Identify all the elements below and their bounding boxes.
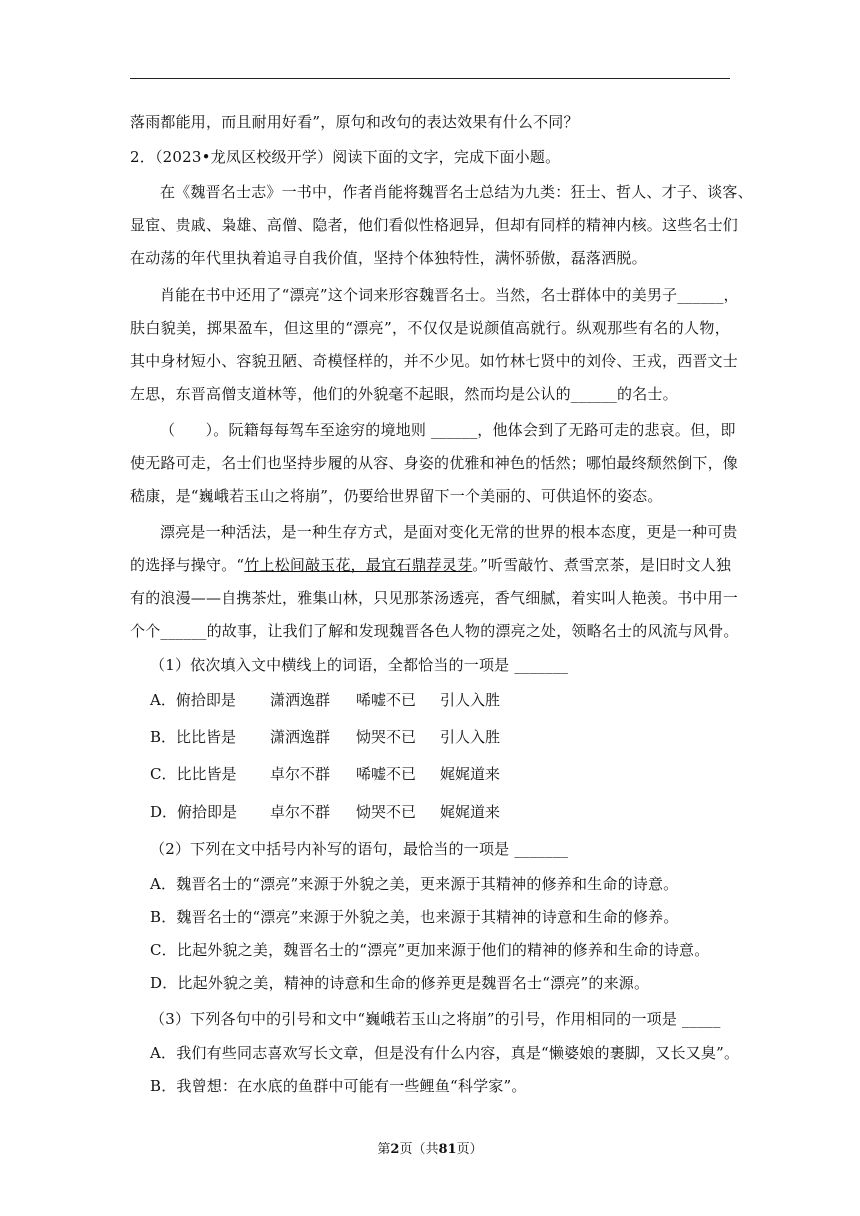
q1-option-c-word3: 娓娓道来 — [440, 765, 501, 783]
passage-p3-line3: 嵇康，是“巍峨若玉山之将崩”，仍要给世界留下一个美丽的、可供追怀的姿态。 — [130, 487, 663, 505]
q1-option-d-label: D．俯拾即是 — [150, 803, 238, 821]
footer-middle: 页（共 — [399, 1142, 439, 1157]
q1-option-b-word3: 引人入胜 — [440, 728, 501, 746]
subquestion-1: （1）依次填入文中横线上的词语，全都恰当的一项是 _______ — [150, 656, 569, 674]
passage-p3-line1: （ ）。阮籍每每驾车至途穷的境地则 ______，他体会到了无路可走的悲哀。但，即 — [160, 421, 736, 439]
q1-option-d-word3: 娓娓道来 — [440, 803, 501, 821]
passage-p2-line2: 肤白貌美，掷果盈车，但这里的“漂亮”，不仅仅是说颜值高就行。纵观那些有名的人物， — [130, 319, 730, 337]
q2-option-b: B．魏晋名士的“漂亮”来源于外貌之美，也来源于其精神的诗意和生命的修养。 — [150, 908, 679, 926]
q1-option-b-word1: 潇洒逸群 — [270, 728, 331, 746]
footer-total-pages: 81 — [438, 1142, 457, 1157]
q1-option-a-word3: 引人入胜 — [440, 691, 501, 709]
passage-p4-line1: 漂亮是一种活法，是一种生存方式，是面对变化无常的世界的根本态度，更是一种可贵 — [160, 523, 738, 541]
subquestion-2: （2）下列在文中括号内补写的语句，最恰当的一项是 _______ — [150, 840, 569, 858]
q2-option-d: D．比起外貌之美，精神的诗意和生命的修养更是魏晋名士“漂亮”的来源。 — [150, 974, 650, 992]
passage-p1-line1: 在《魏晋名士志》一书中，作者肖能将魏晋名士总结为九类：狂士、哲人、才子、谈客、 — [160, 183, 753, 201]
q3-option-b: B．我曾想：在水底的鱼群中可能有一些鲤鱼“科学家”。 — [150, 1077, 527, 1095]
q1-option-a-label: A．俯拾即是 — [150, 691, 236, 709]
passage-p4-line2 — [130, 555, 730, 575]
footer-prefix: 第 — [377, 1142, 391, 1157]
q1-option-a-word1: 潇洒逸群 — [270, 691, 331, 709]
footer-page-number: 2 — [390, 1142, 400, 1157]
q1-option-c-label: C．比比皆是 — [150, 765, 237, 783]
q1-option-c-word1: 卓尔不群 — [270, 765, 331, 783]
question-2-title: 2．（2023•龙凤区校级开学）阅读下面的文字，完成下面小题。 — [130, 148, 561, 166]
q2-option-a: A．魏晋名士的“漂亮”来源于外貌之美，更来源于其精神的修养和生命的诗意。 — [150, 875, 679, 893]
underlined-poem-quote: 竹上松间敲玉花，最宜石鼎荐灵芽 — [244, 556, 473, 574]
page-footer — [0, 1141, 860, 1159]
passage-p2-line1: 肖能在书中还用了“漂亮”这个词来形容魏晋名士。当然，名士群体中的美男子______， — [160, 286, 739, 304]
passage-p1-line3: 在动荡的年代里执着追寻自我价值，坚持个体独特性，满怀骄傲，磊落洒脱。 — [130, 249, 647, 267]
q1-option-d-word1: 卓尔不群 — [270, 803, 331, 821]
footer-suffix: 页） — [456, 1142, 483, 1157]
q2-option-c: C．比起外貌之美，魏晋名士的“漂亮”更加来源于他们的精神的修养和生命的诗意。 — [150, 941, 710, 959]
header-rule — [130, 78, 730, 79]
q1-option-b-word2: 恸哭不已 — [356, 728, 417, 746]
passage-p4-line2-pre: 的选择与操守。“ — [130, 556, 245, 574]
q1-option-d-word2: 恸哭不已 — [356, 803, 417, 821]
subquestion-3: （3）下列各句中的引号和文中“巍峨若玉山之将崩”的引号，作用相同的一项是 _____ — [150, 1010, 721, 1028]
passage-p4-line4: 个个______的故事，让我们了解和发现魏晋各色人物的漂亮之处，领略名士的风流与风骨。 — [130, 622, 739, 640]
passage-p2-line4: 左思，东晋高僧支道林等，他们的外貌毫不起眼，然而均是公认的______的名士。 — [130, 385, 678, 403]
passage-p1-line2: 显宦、贵戚、枭雄、高僧、隐者，他们看似性格迥异，但却有同样的精神内核。这些名士们 — [130, 216, 739, 234]
continued-question-line: 落雨都能用，而且耐用好看”，原句和改句的表达效果有什么不同？ — [130, 113, 579, 131]
passage-p2-line3: 其中身材短小、容貌丑陋、奇模怪样的，并不少见。如竹林七贤中的刘伶、王戎，西晋文士 — [130, 352, 739, 370]
passage-p3-line2: 使无路可走，名士们也坚持步履的从容、身姿的优雅和神色的恬然；哪怕最终颓然倒下，像 — [130, 454, 739, 472]
q1-option-c-word2: 唏嘘不已 — [356, 765, 417, 783]
q1-option-b-label: B．比比皆是 — [150, 728, 237, 746]
passage-p4-line2-post: 。”听雪敲竹、煮雪烹茶，是旧时文人独 — [472, 556, 732, 574]
passage-p4-line3: 有的浪漫——自携茶灶，雅集山林，只见那茶汤透亮，香气细腻，着实叫人艳羡。书中用一 — [130, 589, 739, 607]
q1-option-a-word2: 唏嘘不已 — [356, 691, 417, 709]
q3-option-a: A．我们有些同志喜欢写长文章，但是没有什么内容，真是“懒婆娘的裹脚，又长又臭”。 — [150, 1044, 740, 1062]
